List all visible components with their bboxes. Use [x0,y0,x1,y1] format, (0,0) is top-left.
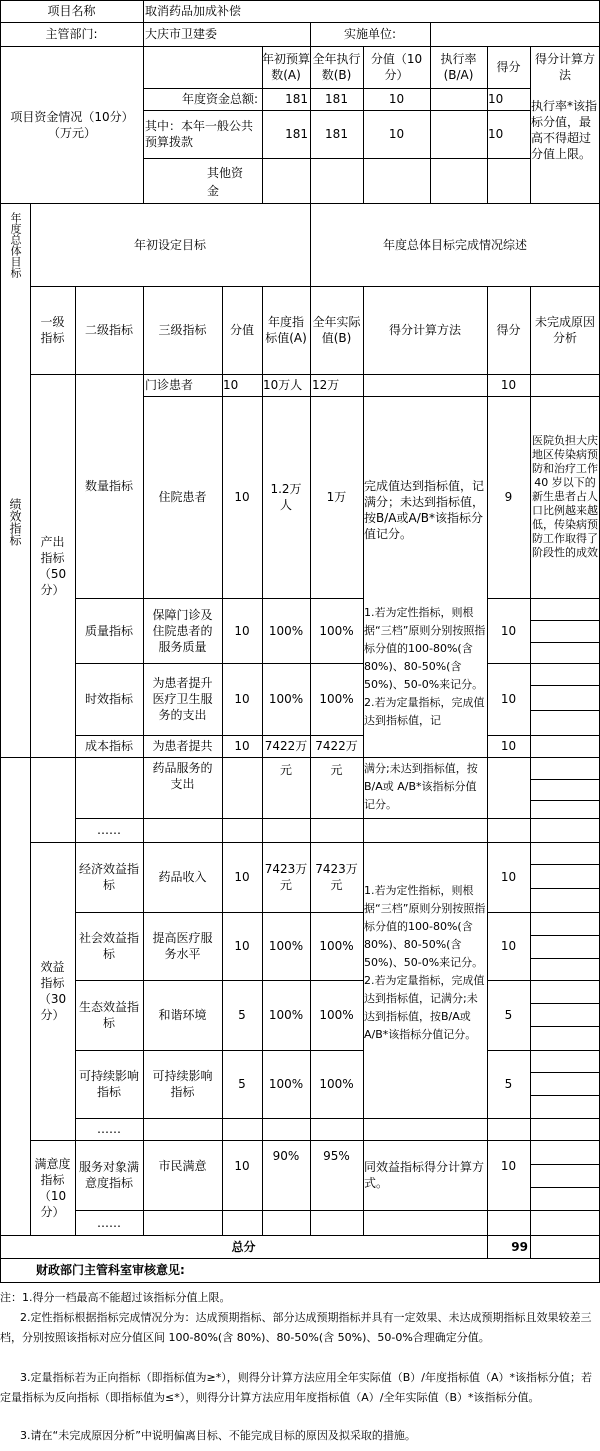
social-name: 提高医疗服务水平 [152,931,213,961]
social-l2: 社会效益指标 [79,931,140,961]
satisfaction-method: 同效益指标得分计算方式。 [364,1160,485,1190]
output-method: 1.若为定性指标，则根据“三档”原则分别按照指标分值的100-80%(含 80%)、80-50%(含 50%)、50-0%来记分。2.若为定量指标，完成值达到指标值，记 [364,606,486,727]
sustain-name: 可持续影响指标 [152,1069,213,1099]
sustain-score: 5 [504,1077,513,1091]
col-score: 得分 [496,323,521,337]
dept-label: 主管部门: [45,27,98,41]
outpatient-target: 10万人 [263,378,303,392]
satisfaction-more: …… [97,1215,121,1230]
fiscal-a: 181 [285,127,308,141]
total-funds-label: 年度资金总额: [181,92,258,106]
fiscal-label: 其中：本年一般公共预算拨款 [145,119,254,149]
col-level1: 一级指标 [40,315,65,345]
benefit-more: …… [97,1122,121,1136]
col-level2: 二级指标 [84,323,133,337]
eco-score: 5 [504,1008,513,1022]
other-funds-label: 其他资金 [207,166,244,198]
unit-value [432,22,600,46]
sustain-l2: 可持续影响指标 [79,1069,140,1099]
benefit-method: 1.若为定性指标，则根据“三档”原则分别按照指标分值的100-80%(含 80%)、80-50%(含 50%)、50-0%来记分。2.若为定量指标，完成值达到指标值，记满分;未达到指标值，按B/A或 A/B*该指标分值记分。 [364,884,486,1041]
quality-target: 100% [268,623,304,638]
inpatient-score: 9 [504,490,513,504]
satisfaction-target: 90% [272,1149,300,1163]
economic-target: 7423万元 [264,862,308,892]
inpatient-actual: 1万 [326,490,347,504]
note-2: 2.定性指标根据指标完成情况分为：达成预期指标、部分达成预期指标并具有一定效果、未达成预期指标且效果较差三档，分别按照该指标对应分值区间 100-80%(含 80%)、80-50%(含 50%)、50-0%合理确定分值。 [0,1311,592,1344]
col-initial-budget: 年初预算数(A) [262,52,310,82]
benefit-label: 效益指标（30分） [38,960,67,1022]
eco-val: 5 [238,1008,246,1022]
eco-name: 和谐环境 [158,1008,207,1022]
project-name: 取消药品加成补偿 [145,4,242,18]
quantity-method: 完成值达到指标值，记满分；未达到指标值，按B/A或A/B*该指标分值记分。 [364,479,485,541]
timely-label: 时效指标 [84,692,133,706]
total-val: 10 [388,92,405,106]
fiscal-score: 10 [488,127,504,141]
satisfaction-label: 满意度指标（10分） [34,1156,71,1219]
funds-method-text: 执行率*该指标分值，最高不得超过分值上限。 [531,99,598,161]
col-method: 得分计算方法 [534,52,595,82]
outpatient-val: 10 [223,378,239,392]
note-1: 注：1.得分一档最高不能超过该指标分值上限。 [0,1291,231,1304]
unit-label: 实施单位: [343,27,397,41]
outpatient-actual: 12万 [312,378,340,392]
satisfaction-score: 10 [500,1159,517,1173]
satisfaction-actual: 95% [323,1149,350,1163]
economic-val: 10 [234,870,250,884]
cost-name-a: 为患者提共 [152,739,213,753]
col-exec-rate: 执行率(B/A) [440,52,477,82]
col-score: 得分 [496,60,521,74]
funds-section-label: 项目资金情况（10分）（万元） [10,109,134,140]
col-method: 得分计算方法 [388,323,461,337]
total-label: 总分 [231,1239,256,1254]
social-val: 10 [234,939,250,953]
col-level3: 三级指标 [158,323,207,337]
cost-actual-b: 元 [330,763,343,777]
timely-name: 为患者提升医疗卫生服务的支出 [152,676,213,722]
total-score: 10 [488,92,504,106]
note-4: 3.请在“未完成原因分析”中说明偏离目标、不能完成目标的原因及拟采取的措施。 [20,1429,416,1442]
col-full-year: 全年执行数(B) [312,52,361,82]
col-score-value: 分值（10分） [370,52,423,82]
timely-target: 100% [268,692,304,706]
output-more: …… [97,823,121,837]
dept-value: 大庆市卫建委 [145,27,218,41]
sustain-val: 5 [238,1077,246,1091]
cost-actual-a: 7422万 [315,739,358,753]
economic-score: 10 [500,870,517,884]
quality-name: 保障门诊及住院患者的服务质量 [152,607,213,654]
quality-label: 质量指标 [84,623,133,638]
goal-completion-header: 年度总体目标完成情况综述 [382,237,527,252]
fiscal-val: 10 [388,127,405,141]
quality-actual: 100% [319,623,354,638]
social-actual: 100% [319,939,354,953]
eco-target: 100% [268,1008,304,1022]
cost-target-b: 元 [279,763,292,777]
social-score: 10 [500,939,517,953]
social-target: 100% [268,939,304,953]
col-target: 年度指标值(A) [265,315,307,345]
total-b: 181 [325,92,348,106]
project-name-label: 项目名称 [47,4,96,18]
fiscal-b: 181 [325,127,348,141]
cost-label: 成本指标 [84,739,133,753]
review-label: 财政部门主管科室审核意见: [36,1263,185,1277]
note-3: 3.定量指标若为正向指标（即指标值为≥*），则得分计算方法应用全年实际值（B）/年度指标值（A）*该指标分值；若定量指标为反向指标（即指标值为≤*），则得分计算方法应用年度指标值（A）/全年实际值（B）*该指标分值。 [0,1371,592,1404]
output-method-cont: 满分;未达到指标值，按B/A或 A/B*该指标分值记分。 [364,762,478,811]
col-reason: 未完成原因分析 [534,315,595,345]
timely-score: 10 [500,692,517,706]
outpatient-name: 门诊患者 [145,378,194,392]
cost-score: 10 [500,739,517,753]
quality-score: 10 [500,623,517,638]
output-label: 产出指标（50分） [38,534,67,597]
economic-name: 药品收入 [158,870,207,884]
cost-val: 10 [234,739,250,753]
initial-goal-header: 年初设定目标 [133,237,206,252]
cost-target-a: 7422万 [264,739,308,753]
economic-l2: 经济效益指标 [79,862,140,892]
inpatient-val: 10 [234,490,250,504]
col-value: 分值 [229,323,254,337]
quantity-label: 数量指标 [84,479,133,493]
timely-val: 10 [234,692,250,706]
timely-actual: 100% [319,692,354,706]
inpatient-reason: 医院负担大庆地区传染病预防和治疗工作 40 岁以下的新生患者占人口比例越来越低，传染病预防工作取得了阶段性的成效 [532,434,598,559]
perf-section-label: 绩效指标 [8,497,22,546]
satisfaction-val: 10 [234,1159,250,1173]
eco-actual: 100% [319,1008,354,1022]
quality-val: 10 [234,623,250,638]
total-score: 99 [511,1239,528,1254]
inpatient-name: 住院患者 [158,490,207,504]
total-a: 181 [285,92,308,106]
cost-name-b: 药品服务的支出 [152,761,213,791]
outpatient-score: 10 [500,378,517,392]
inpatient-target: 1.2万人 [270,482,302,512]
eco-l2: 生态效益指标 [79,1000,140,1030]
annual-goal-label: 年度总体目标 [9,211,22,278]
sustain-actual: 100% [319,1077,354,1091]
sustain-target: 100% [268,1077,304,1091]
satisfaction-name: 市民满意 [158,1159,207,1173]
economic-actual: 7423万元 [315,862,358,892]
col-actual: 全年实际值(B) [312,315,361,345]
satisfaction-l2: 服务对象满意度指标 [79,1160,140,1190]
